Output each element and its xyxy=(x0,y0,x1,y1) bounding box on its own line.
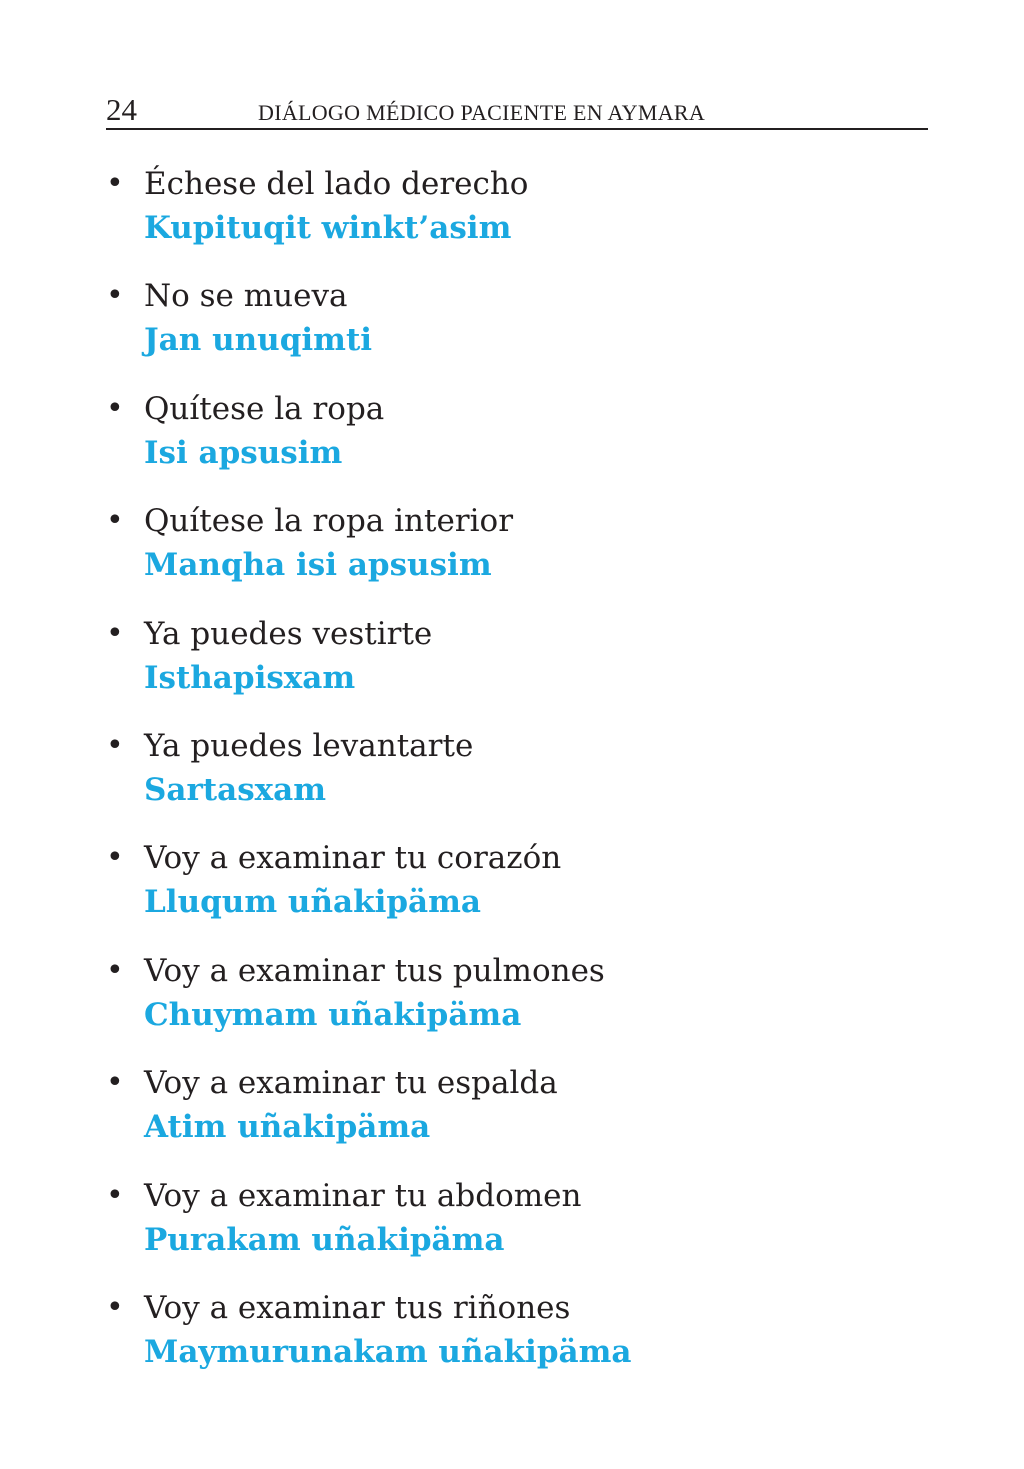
aymara-translation: Chuymam uñakipäma xyxy=(144,996,522,1033)
aymara-translation: Atim uñakipäma xyxy=(144,1109,431,1146)
bullet-icon: • xyxy=(106,840,124,876)
list-item xyxy=(0,387,1024,499)
bullet-icon: • xyxy=(106,1177,124,1213)
bullet-icon: • xyxy=(106,278,124,314)
bullet-icon: • xyxy=(106,390,124,426)
aymara-translation: Kupituqit winkt’asim xyxy=(144,210,512,246)
bullet-icon: • xyxy=(106,1289,124,1325)
page-header xyxy=(106,92,928,130)
bullet-icon: • xyxy=(106,1065,124,1101)
spanish-phrase: Voy a examinar tus pulmones xyxy=(144,952,605,989)
aymara-translation: Purakam uñakipäma xyxy=(144,1221,505,1258)
spanish-phrase: Échese del lado derecho xyxy=(144,166,529,202)
spanish-phrase: Quítese la ropa interior xyxy=(144,503,514,540)
aymara-translation: Manqha isi apsusim xyxy=(144,547,492,584)
list-item xyxy=(0,499,1024,611)
list-item xyxy=(0,162,1024,274)
spanish-phrase: Voy a examinar tu espalda xyxy=(144,1065,558,1102)
aymara-translation: Maymurunakam uñakipäma xyxy=(144,1333,632,1370)
aymara-translation: Jan unuqimti xyxy=(144,322,373,359)
bullet-icon: • xyxy=(106,503,124,539)
spanish-phrase: Voy a examinar tu abdomen xyxy=(144,1177,582,1214)
running-title: DIÁLOGO MÉDICO PACIENTE EN AYMARA xyxy=(258,100,706,125)
page-number: 24 xyxy=(106,92,137,127)
aymara-translation: Isi apsusim xyxy=(144,434,343,471)
list-item xyxy=(0,1286,1024,1398)
phrase-list xyxy=(0,162,1024,1398)
list-item xyxy=(0,612,1024,724)
list-item xyxy=(0,274,1024,386)
spanish-phrase: Voy a examinar tu corazón xyxy=(144,840,562,877)
list-item xyxy=(0,1174,1024,1286)
aymara-translation: Lluqum uñakipäma xyxy=(144,884,481,921)
aymara-translation: Isthapisxam xyxy=(144,659,356,696)
list-item xyxy=(0,724,1024,836)
spanish-phrase: Quítese la ropa xyxy=(144,390,385,427)
spanish-phrase: No se mueva xyxy=(144,278,348,315)
bullet-icon: • xyxy=(106,166,124,201)
bullet-icon: • xyxy=(106,952,124,988)
aymara-translation: Sartasxam xyxy=(144,771,327,808)
list-item xyxy=(0,836,1024,948)
list-item xyxy=(0,1061,1024,1173)
bullet-icon: • xyxy=(106,727,124,763)
spanish-phrase: Ya puedes vestirte xyxy=(144,615,433,652)
bullet-icon: • xyxy=(106,615,124,651)
spanish-phrase: Ya puedes levantarte xyxy=(144,727,474,764)
spanish-phrase: Voy a examinar tus riñones xyxy=(144,1289,571,1326)
list-item xyxy=(0,949,1024,1061)
